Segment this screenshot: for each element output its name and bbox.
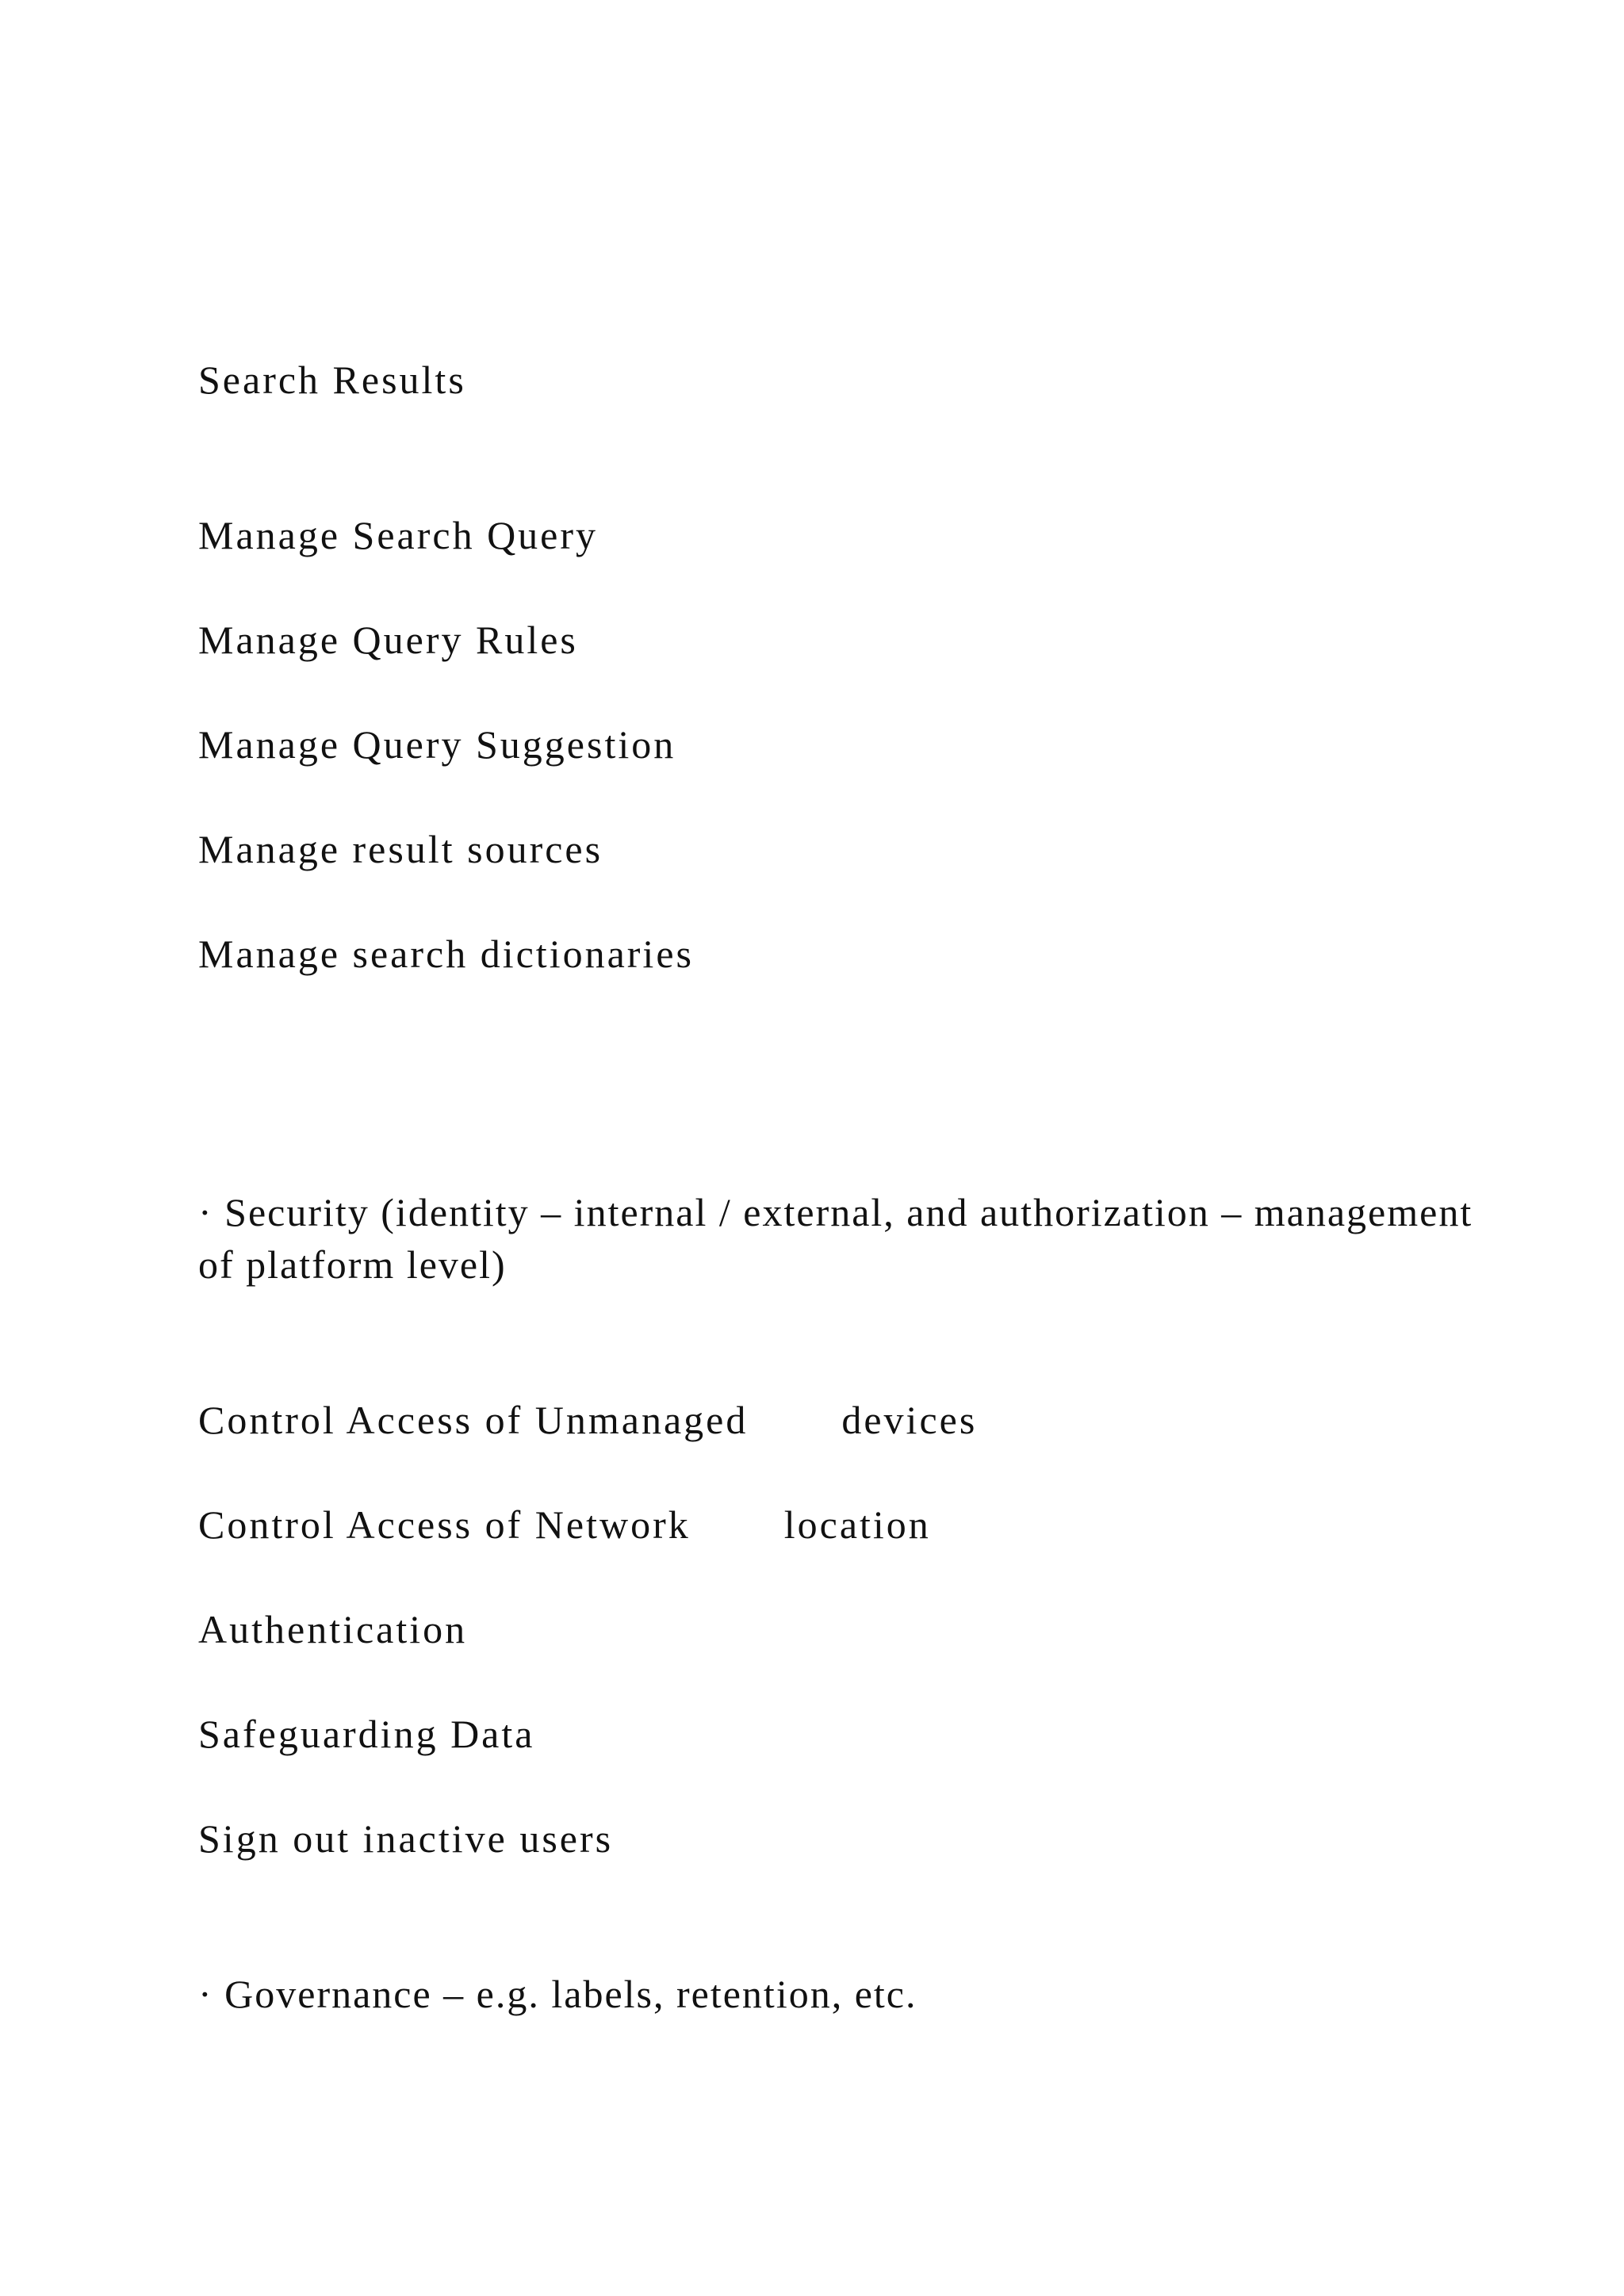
list-item-sign-out-inactive-users: Sign out inactive users (198, 1816, 614, 1861)
list-item-text: Control Access of Unmanaged (198, 1398, 749, 1442)
governance-bullet-paragraph: · Governance – e.g. labels, retention, etc. (198, 1972, 917, 2016)
list-item-text-tail: location (783, 1502, 931, 1547)
list-item-manage-query-suggestion: Manage Query Suggestion (198, 722, 676, 767)
list-item-text-tail: devices (841, 1398, 978, 1442)
list-item-manage-result-sources: Manage result sources (198, 827, 603, 871)
list-item-manage-query-rules: Manage Query Rules (198, 618, 578, 662)
list-item-text: Control Access of Network (198, 1502, 691, 1547)
list-item-safeguarding-data: Safeguarding Data (198, 1712, 535, 1756)
list-item-authentication: Authentication (198, 1607, 468, 1651)
list-item-manage-search-dictionaries: Manage search dictionaries (198, 932, 694, 976)
list-item-control-access-network-location (198, 1498, 931, 1551)
security-bullet-paragraph: · Security (identity – internal / external, and authorization – management of platform level) (198, 1190, 1473, 1287)
list-item-manage-search-query: Manage Search Query (198, 513, 599, 557)
list-item-control-access-unmanaged-devices (198, 1394, 977, 1446)
search-results-heading: Search Results (198, 358, 466, 402)
